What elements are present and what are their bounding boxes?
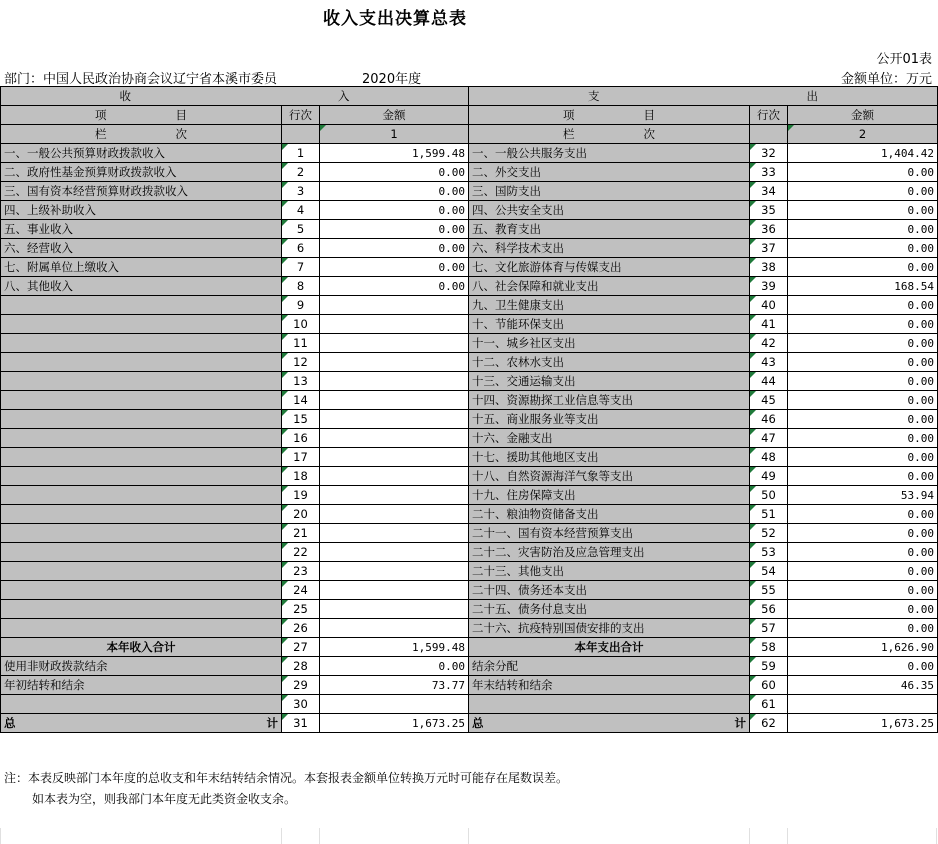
expense-item-cell: 四、公共安全支出 — [469, 201, 750, 220]
expense-amount-cell: 1,404.42 — [788, 144, 938, 163]
income-item-cell — [1, 543, 282, 562]
expense-amount-cell: 168.54 — [788, 277, 938, 296]
expense-amount-cell: 0.00 — [788, 524, 938, 543]
department-label: 部门：中国人民政治协商会议辽宁省本溪市委员 — [4, 72, 278, 87]
table-row — [1, 524, 938, 543]
table-row — [1, 581, 938, 600]
income-amount-cell — [320, 600, 469, 619]
income-amount-cell — [320, 524, 469, 543]
expense-amount-cell: 0.00 — [788, 296, 938, 315]
expense-line-number: 44 — [750, 372, 788, 391]
income-item-cell — [1, 353, 282, 372]
table-row — [1, 163, 938, 182]
income-item-cell: 本年收入合计 — [1, 638, 282, 657]
expense-item-cell: 十、节能环保支出 — [469, 315, 750, 334]
income-item-cell: 二、政府性基金预算财政拨款收入 — [1, 163, 282, 182]
income-item-cell — [1, 562, 282, 581]
expense-line-number: 39 — [750, 277, 788, 296]
income-line-number: 16 — [282, 429, 320, 448]
income-item-cell: 年初结转和结余 — [1, 676, 282, 695]
expense-item-cell: 二十四、债务还本支出 — [469, 581, 750, 600]
income-amount-cell — [320, 448, 469, 467]
income-line-number: 15 — [282, 410, 320, 429]
income-amount-cell: 1,599.48 — [320, 144, 469, 163]
expense-line-number: 59 — [750, 657, 788, 676]
income-item-cell: 七、附属单位上缴收入 — [1, 258, 282, 277]
footnotes — [4, 768, 568, 810]
expense-item-cell: 本年支出合计 — [469, 638, 750, 657]
expense-item-cell: 十一、城乡社区支出 — [469, 334, 750, 353]
expense-amount-cell: 0.00 — [788, 467, 938, 486]
income-column-label: 栏 次 — [1, 125, 282, 144]
income-line-number: 6 — [282, 239, 320, 258]
income-amount-cell — [320, 505, 469, 524]
expense-amount-cell: 0.00 — [788, 258, 938, 277]
expense-amount-cell: 0.00 — [788, 315, 938, 334]
expense-item-cell: 十八、自然资源海洋气象等支出 — [469, 467, 750, 486]
table-row — [1, 657, 938, 676]
expense-line-number: 60 — [750, 676, 788, 695]
expense-amount-cell: 0.00 — [788, 429, 938, 448]
income-line-number: 12 — [282, 353, 320, 372]
income-amount-cell: 1,673.25 — [320, 714, 469, 733]
income-item-cell — [1, 467, 282, 486]
income-line-number: 31 — [282, 714, 320, 733]
income-line-number: 28 — [282, 657, 320, 676]
expense-line-number: 61 — [750, 695, 788, 714]
footnote-1: 注：本表反映部门本年度的总收支和年末结转结余情况。本套报表金额单位转换万元时可能存在尾数误差。 — [4, 771, 569, 785]
expense-item-cell: 十六、金融支出 — [469, 429, 750, 448]
expense-column-number: 2 — [788, 125, 938, 144]
expense-line-number: 58 — [750, 638, 788, 657]
income-line-number: 8 — [282, 277, 320, 296]
income-column-blank — [282, 125, 320, 144]
income-item-cell — [1, 695, 282, 714]
income-line-number: 20 — [282, 505, 320, 524]
table-row — [1, 277, 938, 296]
expense-item-cell: 三、国防支出 — [469, 182, 750, 201]
expense-item-cell: 十四、资源勘探工业信息等支出 — [469, 391, 750, 410]
amount-unit: 金额单位：万元 — [840, 72, 932, 87]
expense-amount-cell: 0.00 — [788, 372, 938, 391]
expense-amount-header: 金额 — [788, 106, 938, 125]
income-line-number: 29 — [282, 676, 320, 695]
income-amount-cell: 0.00 — [320, 258, 469, 277]
expense-item-cell: 七、文化旅游体育与传媒支出 — [469, 258, 750, 277]
expense-column-label: 栏 次 — [469, 125, 750, 144]
table-row — [1, 429, 938, 448]
income-line-number: 25 — [282, 600, 320, 619]
table-row — [1, 144, 938, 163]
grid-remnant — [0, 828, 937, 844]
expense-column-blank — [750, 125, 788, 144]
income-item-cell: 八、其他收入 — [1, 277, 282, 296]
table-row — [1, 182, 938, 201]
income-item-cell: 一、一般公共预算财政拨款收入 — [1, 144, 282, 163]
income-item-cell — [1, 315, 282, 334]
expense-amount-cell: 0.00 — [788, 657, 938, 676]
expense-line-number: 41 — [750, 315, 788, 334]
table-row — [1, 543, 938, 562]
income-amount-cell — [320, 619, 469, 638]
income-amount-cell — [320, 334, 469, 353]
expense-item-header: 项 目 — [469, 106, 750, 125]
expense-line-number: 55 — [750, 581, 788, 600]
expense-line-number: 34 — [750, 182, 788, 201]
table-row — [1, 638, 938, 657]
expense-line-number: 49 — [750, 467, 788, 486]
expense-line-number: 53 — [750, 543, 788, 562]
expense-amount-cell: 0.00 — [788, 334, 938, 353]
income-line-number: 2 — [282, 163, 320, 182]
income-line-number: 7 — [282, 258, 320, 277]
expense-amount-cell: 0.00 — [788, 448, 938, 467]
income-line-number: 19 — [282, 486, 320, 505]
income-item-cell — [1, 524, 282, 543]
expense-item-cell: 一、一般公共服务支出 — [469, 144, 750, 163]
income-line-number: 3 — [282, 182, 320, 201]
income-amount-cell: 0.00 — [320, 239, 469, 258]
income-item-cell — [1, 429, 282, 448]
table-row — [1, 239, 938, 258]
income-amount-cell — [320, 353, 469, 372]
expense-line-number: 54 — [750, 562, 788, 581]
expense-item-cell: 六、科学技术支出 — [469, 239, 750, 258]
income-line-number: 26 — [282, 619, 320, 638]
income-amount-cell — [320, 410, 469, 429]
expense-line-number: 42 — [750, 334, 788, 353]
income-amount-cell — [320, 372, 469, 391]
expense-amount-cell: 0.00 — [788, 182, 938, 201]
expense-line-number: 50 — [750, 486, 788, 505]
expense-line-number: 43 — [750, 353, 788, 372]
expense-line-number: 48 — [750, 448, 788, 467]
expense-line-number: 40 — [750, 296, 788, 315]
expense-amount-cell: 0.00 — [788, 619, 938, 638]
income-amount-cell — [320, 486, 469, 505]
expense-line-number: 47 — [750, 429, 788, 448]
expense-line-number: 46 — [750, 410, 788, 429]
table-row — [1, 296, 938, 315]
income-line-number: 17 — [282, 448, 320, 467]
income-item-cell — [1, 505, 282, 524]
income-amount-cell — [320, 581, 469, 600]
expense-amount-cell: 0.00 — [788, 201, 938, 220]
expense-item-cell: 二、外交支出 — [469, 163, 750, 182]
expense-item-cell: 十二、农林水支出 — [469, 353, 750, 372]
expense-item-cell: 总 计 — [469, 714, 750, 733]
income-item-cell — [1, 410, 282, 429]
income-line-number: 5 — [282, 220, 320, 239]
expense-line-number: 57 — [750, 619, 788, 638]
fiscal-year: 2020年度 — [362, 72, 422, 87]
income-line-number: 22 — [282, 543, 320, 562]
income-line-number: 13 — [282, 372, 320, 391]
expense-amount-cell: 1,673.25 — [788, 714, 938, 733]
income-item-cell — [1, 619, 282, 638]
header-row-column-index — [1, 125, 938, 144]
income-line-number: 18 — [282, 467, 320, 486]
expense-line-number: 38 — [750, 258, 788, 277]
expense-item-cell: 二十三、其他支出 — [469, 562, 750, 581]
income-amount-cell — [320, 315, 469, 334]
expense-line-number: 45 — [750, 391, 788, 410]
table-row — [1, 467, 938, 486]
expense-line-number: 35 — [750, 201, 788, 220]
expense-amount-cell: 0.00 — [788, 220, 938, 239]
income-line-number: 10 — [282, 315, 320, 334]
income-item-cell — [1, 391, 282, 410]
expense-amount-cell: 0.00 — [788, 163, 938, 182]
income-amount-cell: 0.00 — [320, 220, 469, 239]
income-amount-cell — [320, 562, 469, 581]
income-amount-cell: 73.77 — [320, 676, 469, 695]
income-item-cell — [1, 372, 282, 391]
expense-item-cell: 二十一、国有资本经营预算支出 — [469, 524, 750, 543]
income-item-cell — [1, 486, 282, 505]
expense-line-header: 行次 — [750, 106, 788, 125]
expense-line-number: 37 — [750, 239, 788, 258]
expense-amount-cell: 0.00 — [788, 543, 938, 562]
table-row — [1, 448, 938, 467]
income-line-number: 30 — [282, 695, 320, 714]
expense-line-number: 51 — [750, 505, 788, 524]
page-title: 收入支出决算总表 — [323, 9, 467, 29]
income-expense-table — [0, 86, 938, 733]
income-item-cell — [1, 581, 282, 600]
expense-item-cell: 二十五、债务付息支出 — [469, 600, 750, 619]
income-amount-cell: 0.00 — [320, 657, 469, 676]
table-row — [1, 714, 938, 733]
table-row — [1, 220, 938, 239]
header-row-columns — [1, 106, 938, 125]
expense-item-cell: 二十二、灾害防治及应急管理支出 — [469, 543, 750, 562]
income-line-number: 1 — [282, 144, 320, 163]
income-amount-cell — [320, 543, 469, 562]
expense-amount-cell: 0.00 — [788, 410, 938, 429]
income-item-cell: 五、事业收入 — [1, 220, 282, 239]
table-row — [1, 562, 938, 581]
income-amount-cell: 0.00 — [320, 163, 469, 182]
income-column-number: 1 — [320, 125, 469, 144]
table-row — [1, 315, 938, 334]
expense-item-cell: 八、社会保障和就业支出 — [469, 277, 750, 296]
footnote-2: 如本表为空，则我部门本年度无此类资金收支余。 — [32, 792, 297, 806]
income-amount-cell: 0.00 — [320, 201, 469, 220]
expense-item-cell: 二十、粮油物资储备支出 — [469, 505, 750, 524]
expense-section-header: 支 出 — [469, 87, 938, 106]
expense-line-number: 62 — [750, 714, 788, 733]
expense-item-cell: 年末结转和结余 — [469, 676, 750, 695]
table-row — [1, 619, 938, 638]
table-row — [1, 600, 938, 619]
income-item-cell: 六、经营收入 — [1, 239, 282, 258]
income-item-cell: 四、上级补助收入 — [1, 201, 282, 220]
income-amount-cell: 0.00 — [320, 182, 469, 201]
income-item-cell: 三、国有资本经营预算财政拨款收入 — [1, 182, 282, 201]
income-line-number: 23 — [282, 562, 320, 581]
income-line-header: 行次 — [282, 106, 320, 125]
expense-amount-cell: 0.00 — [788, 562, 938, 581]
income-amount-cell — [320, 296, 469, 315]
expense-item-cell: 十三、交通运输支出 — [469, 372, 750, 391]
expense-amount-cell: 0.00 — [788, 581, 938, 600]
table-row — [1, 486, 938, 505]
expense-item-cell: 结余分配 — [469, 657, 750, 676]
table-row — [1, 676, 938, 695]
expense-amount-cell: 46.35 — [788, 676, 938, 695]
expense-line-number: 32 — [750, 144, 788, 163]
expense-item-cell: 五、教育支出 — [469, 220, 750, 239]
income-line-number: 21 — [282, 524, 320, 543]
expense-amount-cell: 53.94 — [788, 486, 938, 505]
expense-item-cell: 十七、援助其他地区支出 — [469, 448, 750, 467]
income-line-number: 11 — [282, 334, 320, 353]
income-amount-header: 金额 — [320, 106, 469, 125]
table-row — [1, 353, 938, 372]
table-row — [1, 334, 938, 353]
table-row — [1, 201, 938, 220]
expense-item-cell: 十九、住房保障支出 — [469, 486, 750, 505]
income-amount-cell — [320, 467, 469, 486]
income-amount-cell: 0.00 — [320, 277, 469, 296]
expense-item-cell: 十五、商业服务业等支出 — [469, 410, 750, 429]
income-line-number: 27 — [282, 638, 320, 657]
income-item-header: 项 目 — [1, 106, 282, 125]
expense-amount-cell: 1,626.90 — [788, 638, 938, 657]
income-item-cell: 总 计 — [1, 714, 282, 733]
income-line-number: 9 — [282, 296, 320, 315]
income-line-number: 4 — [282, 201, 320, 220]
expense-amount-cell — [788, 695, 938, 714]
table-row — [1, 372, 938, 391]
income-item-cell — [1, 448, 282, 467]
table-body — [1, 144, 938, 733]
table-row — [1, 505, 938, 524]
expense-amount-cell: 0.00 — [788, 505, 938, 524]
expense-amount-cell: 0.00 — [788, 353, 938, 372]
income-item-cell — [1, 296, 282, 315]
income-line-number: 24 — [282, 581, 320, 600]
expense-line-number: 56 — [750, 600, 788, 619]
income-item-cell — [1, 334, 282, 353]
expense-amount-cell: 0.00 — [788, 600, 938, 619]
income-item-cell: 使用非财政拨款结余 — [1, 657, 282, 676]
header-row-sections — [1, 87, 938, 106]
table-row — [1, 258, 938, 277]
expense-item-cell: 二十六、抗疫特别国债安排的支出 — [469, 619, 750, 638]
expense-amount-cell: 0.00 — [788, 239, 938, 258]
expense-item-cell — [469, 695, 750, 714]
expense-line-number: 52 — [750, 524, 788, 543]
table-row — [1, 695, 938, 714]
income-amount-cell — [320, 429, 469, 448]
income-item-cell — [1, 600, 282, 619]
expense-line-number: 33 — [750, 163, 788, 182]
income-amount-cell — [320, 391, 469, 410]
income-amount-cell — [320, 695, 469, 714]
expense-item-cell: 九、卫生健康支出 — [469, 296, 750, 315]
table-row — [1, 391, 938, 410]
expense-line-number: 36 — [750, 220, 788, 239]
form-number: 公开01表 — [876, 52, 932, 67]
income-amount-cell: 1,599.48 — [320, 638, 469, 657]
income-line-number: 14 — [282, 391, 320, 410]
expense-amount-cell: 0.00 — [788, 391, 938, 410]
income-section-header: 收 入 — [1, 87, 469, 106]
table-row — [1, 410, 938, 429]
